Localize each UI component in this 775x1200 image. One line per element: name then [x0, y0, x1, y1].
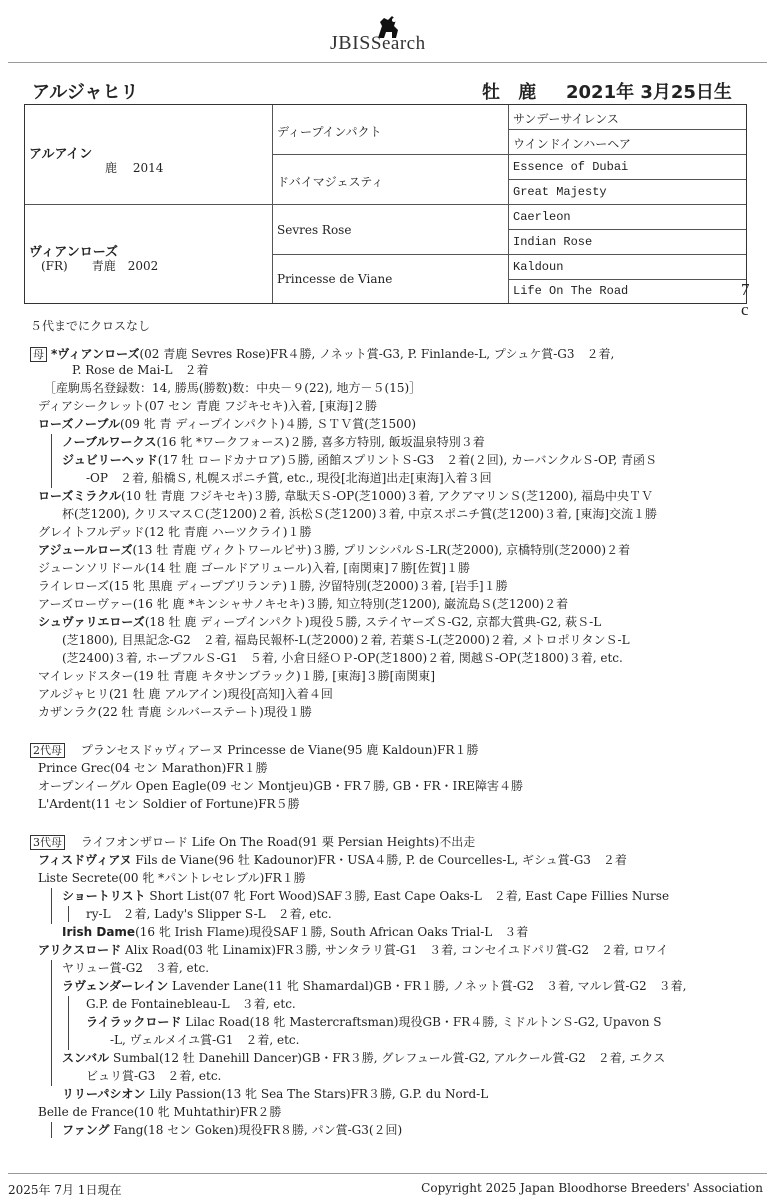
record: Short List(07 牝 Fort Wood)SAF３勝, East Cape Oaks-L ２着, East Cape Fillies Nurse	[149, 889, 670, 903]
record: Fang(18 セン Goken)現役FR８勝, パン賞-G3(２回)	[113, 1123, 403, 1137]
list-item	[62, 1050, 665, 1066]
list-item	[86, 1014, 662, 1030]
list-item: アーズローヴァー(16 牝 鹿 *キンシャサノキセキ)３勝, 知立特別(芝1200), 巌流島Ｓ(芝1200)２着	[38, 597, 569, 611]
list-item	[38, 942, 668, 958]
list-item	[30, 834, 475, 850]
list-item: Belle de France(10 牝 Muhtathir)FR２勝	[38, 1105, 282, 1119]
sire-name[interactable]: アルアイン	[29, 147, 93, 162]
dam-name[interactable]: ヴィアンローズ	[29, 245, 119, 260]
pedigree-gen2-cell	[273, 155, 509, 205]
list-item: (芝2400)３着, ホープフルＳ-G1 ５着, 小倉日経ＯＰ-OP(芝1800)２着, 関越Ｓ-OP(芝1800)３着, etc.	[62, 651, 623, 665]
list-item: -OP ２着, 船橋Ｓ, 札幌スポニチ賞, etc., 現役[北海道]出走[東海]入着３回	[86, 471, 492, 485]
record: Fils de Viane(96 牡 Kadounor)FR・USA４勝, P. de Courcelles-L, ギシュ賞-G3 ２着	[135, 853, 627, 867]
pedigree-sire-cell	[25, 105, 273, 205]
logo-search: Search	[370, 33, 426, 54]
list-item: マイレッドスター(19 牡 青鹿 キタサンブラック)１勝, [東海]３勝[南関東]	[38, 669, 435, 683]
list-item: ヤリュー賞-G2 ３着, etc.	[62, 961, 210, 975]
list-item	[62, 978, 686, 994]
record: Sumbal(12 牡 Danehill Dancer)GB・FR３勝, グレフュール賞-G2, アルクール賞-G2 ２着, エクス	[113, 1051, 666, 1065]
dam-tag: 母	[30, 347, 47, 362]
pedigree-gen3-cell	[509, 280, 750, 319]
list-item	[38, 542, 630, 558]
gen3-3[interactable]: Essence of Dubai	[513, 160, 629, 174]
list-item	[62, 1086, 488, 1102]
list-item	[38, 614, 601, 630]
horse-link[interactable]: Irish Dame	[62, 925, 136, 939]
record: (17 牡 ロードカナロア)５勝, 函館スプリントＳ-G3 ２着(２回), カーバンクルＳ-OP, 青函Ｓ	[157, 453, 658, 467]
list-item: ビュリ賞-G3 ２着, etc.	[86, 1069, 222, 1083]
list-item	[62, 452, 657, 468]
gen3-8[interactable]: Life On The Road	[513, 284, 629, 298]
list-item: ジューンソリドール(14 牡 鹿 ゴールドアリュール)入着, [南関東]７勝[佐賀]１勝	[38, 561, 471, 575]
list-item: ［産駒馬名登録数：14, 勝馬(勝数)数：中央－９(22), 地方－５(15)］	[44, 381, 422, 395]
indent-bar	[51, 1122, 52, 1138]
horse-link[interactable]: ノーブルワークス	[62, 435, 157, 449]
record: (10 牡 青鹿 フジキセキ)３勝, 韋駄天Ｓ-OP(芝1000)３着, アクアマリンＳ(芝1200), 福島中央ＴＶ	[121, 489, 653, 503]
horse-name: アルジャヒリ	[32, 82, 139, 103]
family-number: 7 c	[741, 280, 750, 319]
sire-info: 鹿 2014	[105, 161, 164, 175]
header-divider	[8, 62, 767, 63]
record: (18 牡 鹿 ディープインパクト)現役５勝, ステイヤーズＳ-G2, 京都大賞典-G2, 萩Ｓ-L	[144, 615, 602, 629]
list-item: アルジャヒリ(21 牡 鹿 アルアイン)現役[高知]入着４回	[38, 687, 333, 701]
horse-link[interactable]: ラヴェンダーレイン	[62, 979, 169, 993]
list-item: カザンラク(22 牡 青鹿 シルバーステート)現役１勝	[38, 705, 312, 719]
list-item	[62, 434, 485, 450]
record: Alix Road(03 牝 Linamix)FR３勝, サンタラリ賞-G1 ３着, コンセイユドパリ賞-G2 ２着, ロワイ	[125, 943, 669, 957]
horse-link[interactable]: ローズノーブル	[38, 417, 120, 431]
pedigree-dam-cell	[25, 205, 273, 303]
inbreeding-note: ５代までにクロスなし	[30, 319, 151, 333]
list-item: オープンイーグル Open Eagle(09 セン Montjeu)GB・FR７勝, GB・FR・IRE障害４勝	[38, 779, 524, 793]
list-item: Prince Grec(04 セン Marathon)FR１勝	[38, 761, 268, 775]
dam-name-link[interactable]: *ヴィアンローズ	[51, 347, 140, 361]
list-item: L'Ardent(11 セン Soldier of Fortune)FR５勝	[38, 797, 300, 811]
list-item	[38, 416, 416, 432]
horse-link[interactable]: アジュールローズ	[38, 543, 133, 557]
list-item	[62, 1122, 402, 1138]
list-item	[38, 488, 653, 504]
gen3-1[interactable]: サンデーサイレンス	[513, 113, 619, 127]
gen2-dam-dam[interactable]: Princesse de Viane	[277, 272, 393, 286]
gen3-6[interactable]: Indian Rose	[513, 235, 593, 249]
horse-link[interactable]: ファング	[62, 1123, 110, 1137]
horse-link[interactable]: ショートリスト	[62, 889, 146, 903]
pedigree-gen2-cell	[273, 255, 509, 303]
gen2-sire-sire[interactable]: ディープインパクト	[277, 125, 382, 139]
list-item: ディアシークレット(07 セン 青鹿 フジキセキ)入着, [東海]２勝	[38, 399, 378, 413]
gen3-2[interactable]: ウインドインハーヘア	[513, 138, 631, 152]
list-item: (芝1800), 目黒記念-G2 ２着, 福島民報杯-L(芝2000)２着, 若葉Ｓ-L(芝2000)２着, メトロポリタンＳ-L	[62, 633, 630, 647]
second-dam-tag: 2代母	[30, 743, 65, 758]
horse-link[interactable]: シュヴァリエローズ	[38, 615, 145, 629]
list-item	[38, 852, 627, 868]
record: (16 牝 Irish Flame)現役SAF１勝, South African Oaks Trial-L ３着	[135, 925, 529, 939]
indent-bar	[68, 906, 69, 922]
indent-bar	[51, 960, 52, 1086]
horse-link[interactable]: アリクスロード	[38, 943, 122, 957]
gen3-5[interactable]: Caerleon	[513, 210, 571, 224]
list-item	[62, 924, 528, 940]
indent-bar	[51, 888, 52, 924]
pedigree-gen3-cell	[509, 105, 746, 130]
horse-link[interactable]: フィスドヴィアヌ	[38, 853, 132, 867]
record: (02 青鹿 Sevres Rose)FR４勝, ノネット賞-G3, P. Finlande-L, プシュケ賞-G3 ２着,	[139, 347, 615, 361]
third-dam-tag: 3代母	[30, 835, 65, 850]
pedigree-gen3-cell	[509, 205, 746, 230]
indent-bar	[51, 434, 52, 488]
as-of-date: 2025年 7月 1日現在	[8, 1183, 122, 1197]
horse-link[interactable]: ライラックロード	[86, 1015, 182, 1029]
record: (16 牝 *ワークフォース)２勝, 喜多方特別, 飯坂温泉特別３着	[156, 435, 485, 449]
jbis-logo[interactable]	[0, 6, 775, 52]
record: (09 牝 青 ディープインパクト)４勝, ＳＴＶ賞(芝1500)	[119, 417, 417, 431]
pedigree-gen3-cell	[509, 180, 746, 205]
pedigree-gen2-cell	[273, 205, 509, 255]
third-dam-record[interactable]: ライフオンザロード Life On The Road(91 栗 Persian Heights)不出走	[80, 835, 476, 849]
pedigree-gen3-cell	[509, 255, 746, 280]
horse-link[interactable]: スンバル	[62, 1051, 110, 1065]
pedigree-gen3-cell	[509, 130, 746, 155]
horse-sex-color: 牡 鹿	[482, 82, 543, 103]
indent-bar	[68, 996, 69, 1050]
list-item: P. Rose de Mai-L ２着	[72, 363, 209, 377]
record: Lavender Lane(11 牝 Shamardal)GB・FR１勝, ノネット賞-G2 ３着, マルレ賞-G2 ３着,	[172, 979, 687, 993]
gen3-4[interactable]: Great Majesty	[513, 185, 607, 199]
gen3-7[interactable]: Kaldoun	[513, 260, 564, 274]
list-item: -L, ヴェルメイユ賞-G1 ２着, etc.	[110, 1033, 300, 1047]
list-item: ライレローズ(15 牝 黒鹿 ディープブリランテ)１勝, 汐留特別(芝2000)３着, [岩手]１勝	[38, 579, 508, 593]
gen2-sire-dam[interactable]: ドバイマジェスティ	[277, 175, 384, 189]
list-item	[30, 346, 614, 362]
record: Lilac Road(18 牝 Mastercraftsman)現役GB・FR４勝, ミドルトンＳ-G2, Upavon S	[185, 1015, 662, 1029]
horse-link[interactable]: ローズミラクル	[38, 489, 122, 503]
list-item: Liste Secrete(00 牝 *パントレセレブル)FR１勝	[38, 871, 306, 885]
list-item	[30, 742, 479, 758]
pedigree-gen3-cell	[509, 230, 746, 255]
record: (13 牡 青鹿 ヴィクトワールピサ)３勝, プリンシパルＳ-LR(芝2000), 京橋特別(芝2000)２着	[132, 543, 631, 557]
record: Lily Passion(13 牝 Sea The Stars)FR３勝, G.P. du Nord-L	[149, 1087, 489, 1101]
logo-jbis: JBIS	[330, 32, 371, 54]
dam-info: (FR) 青鹿 2002	[41, 259, 159, 273]
pedigree-gen3-cell	[509, 155, 746, 180]
list-item: 杯(芝1200), クリスマスＣ(芝1200)２着, 浜松Ｓ(芝1200)３着, 中京スポニチ賞(芝1200)３着, [東海]交流１勝	[62, 507, 658, 521]
horse-link[interactable]: ジュビリーヘッド	[62, 453, 158, 467]
footer-divider	[8, 1173, 767, 1174]
list-item: グレイトフルデッド(12 牝 青鹿 ハーツクライ)１勝	[38, 525, 312, 539]
list-item	[62, 888, 669, 904]
horse-link[interactable]: リリーパシオン	[62, 1087, 146, 1101]
second-dam-record[interactable]: プランセスドゥヴィアーヌ Princesse de Viane(95 鹿 Kaldoun)FR１勝	[80, 743, 479, 757]
list-item: G.P. de Fontainebleau-L ３着, etc.	[86, 997, 296, 1011]
horse-birth-date: 2021年 3月25日生	[566, 82, 732, 103]
pedigree-gen2-cell	[273, 105, 509, 155]
list-item: ry-L ２着, Lady's Slipper S-L ２着, etc.	[86, 907, 332, 921]
copyright: Copyright 2025 Japan Bloodhorse Breeders' Association	[421, 1181, 763, 1195]
pedigree-table	[24, 104, 750, 319]
gen2-dam-sire[interactable]: Sevres Rose	[277, 223, 352, 237]
